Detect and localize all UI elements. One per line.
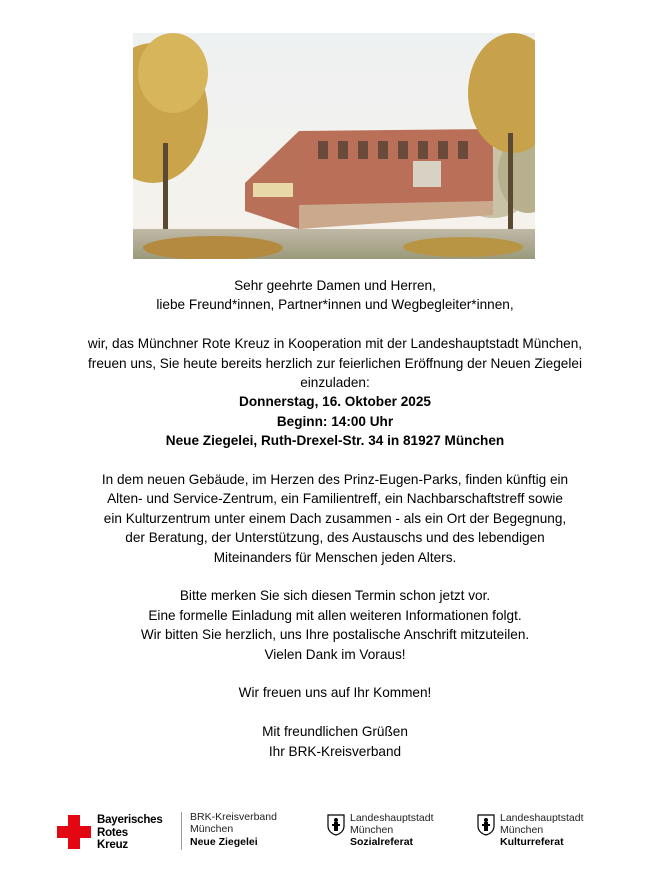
note-line: Vielen Dank im Voraus! (264, 646, 406, 662)
event-time: Beginn: 14:00 Uhr (276, 413, 394, 429)
brk-logo-text: Bayerisches Rotes Kreuz (97, 814, 163, 852)
description-line: der Beratung, der Unterstützung, des Austauschs und des lebendigen (125, 530, 545, 546)
signature-line: Ihr BRK-Kreisverband (268, 743, 402, 759)
kulturreferat-label: Landeshauptstadt München Kulturreferat (500, 812, 584, 848)
munich-crest-icon (477, 814, 495, 836)
hero-image (133, 33, 535, 259)
invitation-letter (0, 276, 670, 761)
intro-line: einzuladen: (300, 375, 370, 391)
brk-unit-label: BRK-Kreisverband München Neue Ziegelei (190, 811, 277, 848)
note-line: Bitte merken Sie sich diesen Termin schon jetzt vor. (179, 588, 491, 604)
description-line: Alten- und Service-Zentrum, ein Familientreff, ein Nachbarschaftstreff sowie (107, 491, 563, 507)
intro-line: freuen uns, Sie heute bereits herzlich zur feierlichen Eröffnung der Neuen Ziegelei (88, 355, 582, 371)
logo-divider (181, 812, 182, 850)
note-line: Eine formelle Einladung mit allen weiteren Informationen folgt. (148, 607, 522, 623)
greeting-line: liebe Freund*innen, Partner*innen und Wegbegleiter*innen, (156, 297, 514, 313)
footer-logos (0, 808, 670, 858)
event-date: Donnerstag, 16. Oktober 2025 (239, 394, 431, 410)
intro-line: wir, das Münchner Rote Kreuz in Kooperation mit der Landeshauptstadt München, (87, 336, 583, 352)
event-venue: Neue Ziegelei, Ruth-Drexel-Str. 34 in 81927 München (165, 433, 505, 449)
note-line: Wir bitten Sie herzlich, uns Ihre postalische Anschrift mitzuteilen. (140, 627, 530, 643)
description-line: Miteinanders für Menschen jeden Alters. (213, 549, 457, 565)
building-illustration (133, 33, 535, 259)
munich-crest-icon (327, 814, 345, 836)
closing-line: Wir freuen uns auf Ihr Kommen! (238, 685, 432, 701)
greeting-line: Sehr geehrte Damen und Herren, (234, 278, 436, 293)
description-line: In dem neuen Gebäude, im Herzen des Prinz-Eugen-Parks, finden künftig ein (101, 472, 569, 488)
red-cross-icon (57, 815, 91, 849)
regards-line: Mit freundlichen Grüßen (262, 724, 408, 740)
brk-logo (57, 815, 177, 855)
sozialreferat-label: Landeshauptstadt München Sozialreferat (350, 812, 434, 848)
description-line: ein Kulturzentrum unter einem Dach zusammen - als ein Ort der Begegnung, (103, 510, 567, 526)
